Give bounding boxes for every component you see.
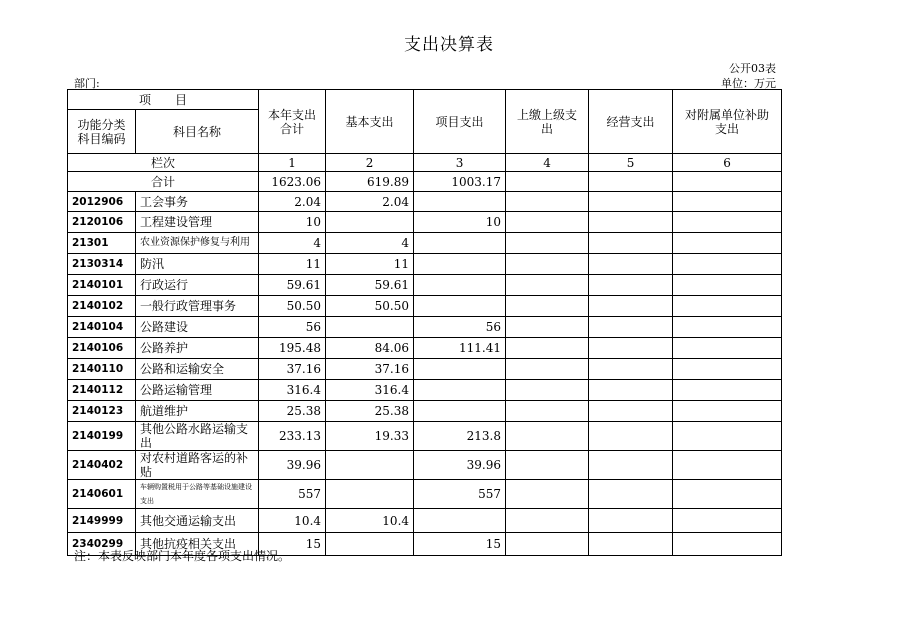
upper-cell xyxy=(506,192,589,212)
upper-cell xyxy=(506,359,589,380)
project-cell xyxy=(414,233,506,254)
total-cell: 50.50 xyxy=(259,296,326,317)
upper-cell xyxy=(506,254,589,275)
subject-name-cell: 公路和运输安全 xyxy=(136,359,259,380)
table-row xyxy=(68,422,782,451)
basic-cell: 84.06 xyxy=(326,338,414,359)
total-cell: 15 xyxy=(259,533,326,556)
header-subsidy: 对附属单位补助 支出 xyxy=(673,90,782,154)
project-cell: 39.96 xyxy=(414,451,506,480)
total-row-label: 合计 xyxy=(68,172,259,192)
total-cell: 11 xyxy=(259,254,326,275)
subsidy-cell xyxy=(673,317,782,338)
table-row xyxy=(68,254,782,275)
subject-name-cell: 工程建设管理 xyxy=(136,212,259,233)
header-upper: 上缴上级支 出 xyxy=(506,90,589,154)
header-basic: 基本支出 xyxy=(326,90,414,154)
subject-code-cell: 2130314 xyxy=(68,254,136,275)
subject-code-cell: 2149999 xyxy=(68,509,136,533)
project-cell xyxy=(414,359,506,380)
subject-code-cell: 2140106 xyxy=(68,338,136,359)
upper-cell xyxy=(506,451,589,480)
business-cell xyxy=(589,192,673,212)
project-cell xyxy=(414,401,506,422)
form-number: 公开03表 xyxy=(729,62,776,75)
total-row-subsidy xyxy=(673,172,782,192)
subject-name-cell: 航道维护 xyxy=(136,401,259,422)
subject-name-cell: 公路建设 xyxy=(136,317,259,338)
header-name: 科目名称 xyxy=(136,110,259,154)
business-cell xyxy=(589,233,673,254)
upper-cell xyxy=(506,338,589,359)
upper-cell xyxy=(506,233,589,254)
total-row-upper xyxy=(506,172,589,192)
business-cell xyxy=(589,338,673,359)
business-cell xyxy=(589,296,673,317)
total-cell: 10 xyxy=(259,212,326,233)
business-cell xyxy=(589,401,673,422)
total-cell: 39.96 xyxy=(259,451,326,480)
total-cell: 557 xyxy=(259,480,326,509)
basic-cell: 19.33 xyxy=(326,422,414,451)
basic-cell: 10.4 xyxy=(326,509,414,533)
total-row-business xyxy=(589,172,673,192)
subject-code-cell: 2120106 xyxy=(68,212,136,233)
basic-cell: 59.61 xyxy=(326,275,414,296)
upper-cell xyxy=(506,380,589,401)
subsidy-cell xyxy=(673,192,782,212)
basic-cell xyxy=(326,212,414,233)
project-cell: 15 xyxy=(414,533,506,556)
basic-cell: 316.4 xyxy=(326,380,414,401)
subsidy-cell xyxy=(673,422,782,451)
subject-name-cell: 其他抗疫相关支出 xyxy=(136,533,259,556)
total-row-total: 1623.06 xyxy=(259,172,326,192)
subject-code-cell: 2140199 xyxy=(68,422,136,451)
business-cell xyxy=(589,380,673,401)
business-cell xyxy=(589,359,673,380)
table-row xyxy=(68,509,782,533)
table-row xyxy=(68,401,782,422)
subject-code-cell: 2140102 xyxy=(68,296,136,317)
subject-code-cell: 2140402 xyxy=(68,451,136,480)
project-cell xyxy=(414,509,506,533)
subsidy-cell xyxy=(673,254,782,275)
project-cell: 557 xyxy=(414,480,506,509)
subject-name-cell: 行政运行 xyxy=(136,275,259,296)
total-row-basic: 619.89 xyxy=(326,172,414,192)
business-cell xyxy=(589,254,673,275)
column-index-3: 3 xyxy=(414,154,506,172)
header-project: 项 目 xyxy=(68,90,259,110)
subject-name-cell: 车辆购置税用于公路等基础设施建设支出 xyxy=(136,480,259,509)
subject-name-cell: 其他交通运输支出 xyxy=(136,509,259,533)
subsidy-cell xyxy=(673,296,782,317)
upper-cell xyxy=(506,509,589,533)
project-cell xyxy=(414,275,506,296)
table-row xyxy=(68,359,782,380)
footnote: 注：本表反映部门本年度各项支出情况。 xyxy=(74,549,291,563)
business-cell xyxy=(589,212,673,233)
table-row xyxy=(68,480,782,509)
subsidy-cell xyxy=(673,480,782,509)
business-cell xyxy=(589,451,673,480)
subject-code-cell: 2140123 xyxy=(68,401,136,422)
subsidy-cell xyxy=(673,380,782,401)
total-cell: 316.4 xyxy=(259,380,326,401)
subsidy-cell xyxy=(673,275,782,296)
table-row xyxy=(68,233,782,254)
subject-code-cell: 21301 xyxy=(68,233,136,254)
table-row xyxy=(68,275,782,296)
total-cell: 56 xyxy=(259,317,326,338)
basic-cell xyxy=(326,533,414,556)
column-index-2: 2 xyxy=(326,154,414,172)
page-title: 支出决算表 xyxy=(404,35,494,55)
column-index-label: 栏次 xyxy=(68,154,259,172)
total-cell: 25.38 xyxy=(259,401,326,422)
basic-cell: 4 xyxy=(326,233,414,254)
basic-cell xyxy=(326,317,414,338)
table-row xyxy=(68,380,782,401)
header-business: 经营支出 xyxy=(589,90,673,154)
total-cell: 37.16 xyxy=(259,359,326,380)
column-index-4: 4 xyxy=(506,154,589,172)
upper-cell xyxy=(506,212,589,233)
subject-code-cell: 2140110 xyxy=(68,359,136,380)
basic-cell: 2.04 xyxy=(326,192,414,212)
subject-code-cell: 2140104 xyxy=(68,317,136,338)
total-cell: 4 xyxy=(259,233,326,254)
basic-cell xyxy=(326,451,414,480)
basic-cell: 11 xyxy=(326,254,414,275)
subject-name-cell: 公路运输管理 xyxy=(136,380,259,401)
table-row xyxy=(68,338,782,359)
subsidy-cell xyxy=(673,533,782,556)
upper-cell xyxy=(506,480,589,509)
project-cell xyxy=(414,380,506,401)
subsidy-cell xyxy=(673,359,782,380)
basic-cell: 37.16 xyxy=(326,359,414,380)
header-project-expense: 项目支出 xyxy=(414,90,506,154)
subsidy-cell xyxy=(673,451,782,480)
upper-cell xyxy=(506,275,589,296)
table-row xyxy=(68,212,782,233)
total-row-project: 1003.17 xyxy=(414,172,506,192)
subsidy-cell xyxy=(673,401,782,422)
subsidy-cell xyxy=(673,509,782,533)
subject-name-cell: 工会事务 xyxy=(136,192,259,212)
subsidy-cell xyxy=(673,212,782,233)
business-cell xyxy=(589,422,673,451)
column-index-5: 5 xyxy=(589,154,673,172)
upper-cell xyxy=(506,296,589,317)
subject-code-cell: 2012906 xyxy=(68,192,136,212)
upper-cell xyxy=(506,422,589,451)
column-index-1: 1 xyxy=(259,154,326,172)
table-row xyxy=(68,192,782,212)
project-cell xyxy=(414,296,506,317)
subject-name-cell: 其他公路水路运输支出 xyxy=(136,422,259,451)
business-cell xyxy=(589,533,673,556)
project-cell: 10 xyxy=(414,212,506,233)
business-cell xyxy=(589,509,673,533)
business-cell xyxy=(589,317,673,338)
subsidy-cell xyxy=(673,233,782,254)
basic-cell: 50.50 xyxy=(326,296,414,317)
column-index-6: 6 xyxy=(673,154,782,172)
subject-name-cell: 防汛 xyxy=(136,254,259,275)
unit-label: 单位：万元 xyxy=(721,77,776,90)
total-cell: 2.04 xyxy=(259,192,326,212)
department-label: 部门: xyxy=(74,77,100,90)
header-code: 功能分类 科目编码 xyxy=(68,110,136,154)
project-cell xyxy=(414,192,506,212)
total-cell: 10.4 xyxy=(259,509,326,533)
upper-cell xyxy=(506,401,589,422)
subject-code-cell: 2140112 xyxy=(68,380,136,401)
expenditure-table xyxy=(67,89,782,556)
basic-cell: 25.38 xyxy=(326,401,414,422)
header-total: 本年支出 合计 xyxy=(259,90,326,154)
project-cell xyxy=(414,254,506,275)
subject-code-cell: 2140101 xyxy=(68,275,136,296)
subsidy-cell xyxy=(673,338,782,359)
business-cell xyxy=(589,275,673,296)
business-cell xyxy=(589,480,673,509)
table-row xyxy=(68,317,782,338)
subject-name-cell: 一般行政管理事务 xyxy=(136,296,259,317)
subject-name-cell: 农业资源保护修复与利用 xyxy=(136,233,259,254)
subject-name-cell: 对农村道路客运的补贴 xyxy=(136,451,259,480)
total-cell: 195.48 xyxy=(259,338,326,359)
total-cell: 59.61 xyxy=(259,275,326,296)
table-row xyxy=(68,451,782,480)
total-cell: 233.13 xyxy=(259,422,326,451)
subject-code-cell: 2140601 xyxy=(68,480,136,509)
project-cell: 56 xyxy=(414,317,506,338)
project-cell: 213.8 xyxy=(414,422,506,451)
basic-cell xyxy=(326,480,414,509)
subject-code-cell: 2340299 xyxy=(68,533,136,556)
upper-cell xyxy=(506,317,589,338)
subject-name-cell: 公路养护 xyxy=(136,338,259,359)
project-cell: 111.41 xyxy=(414,338,506,359)
table-row xyxy=(68,296,782,317)
upper-cell xyxy=(506,533,589,556)
